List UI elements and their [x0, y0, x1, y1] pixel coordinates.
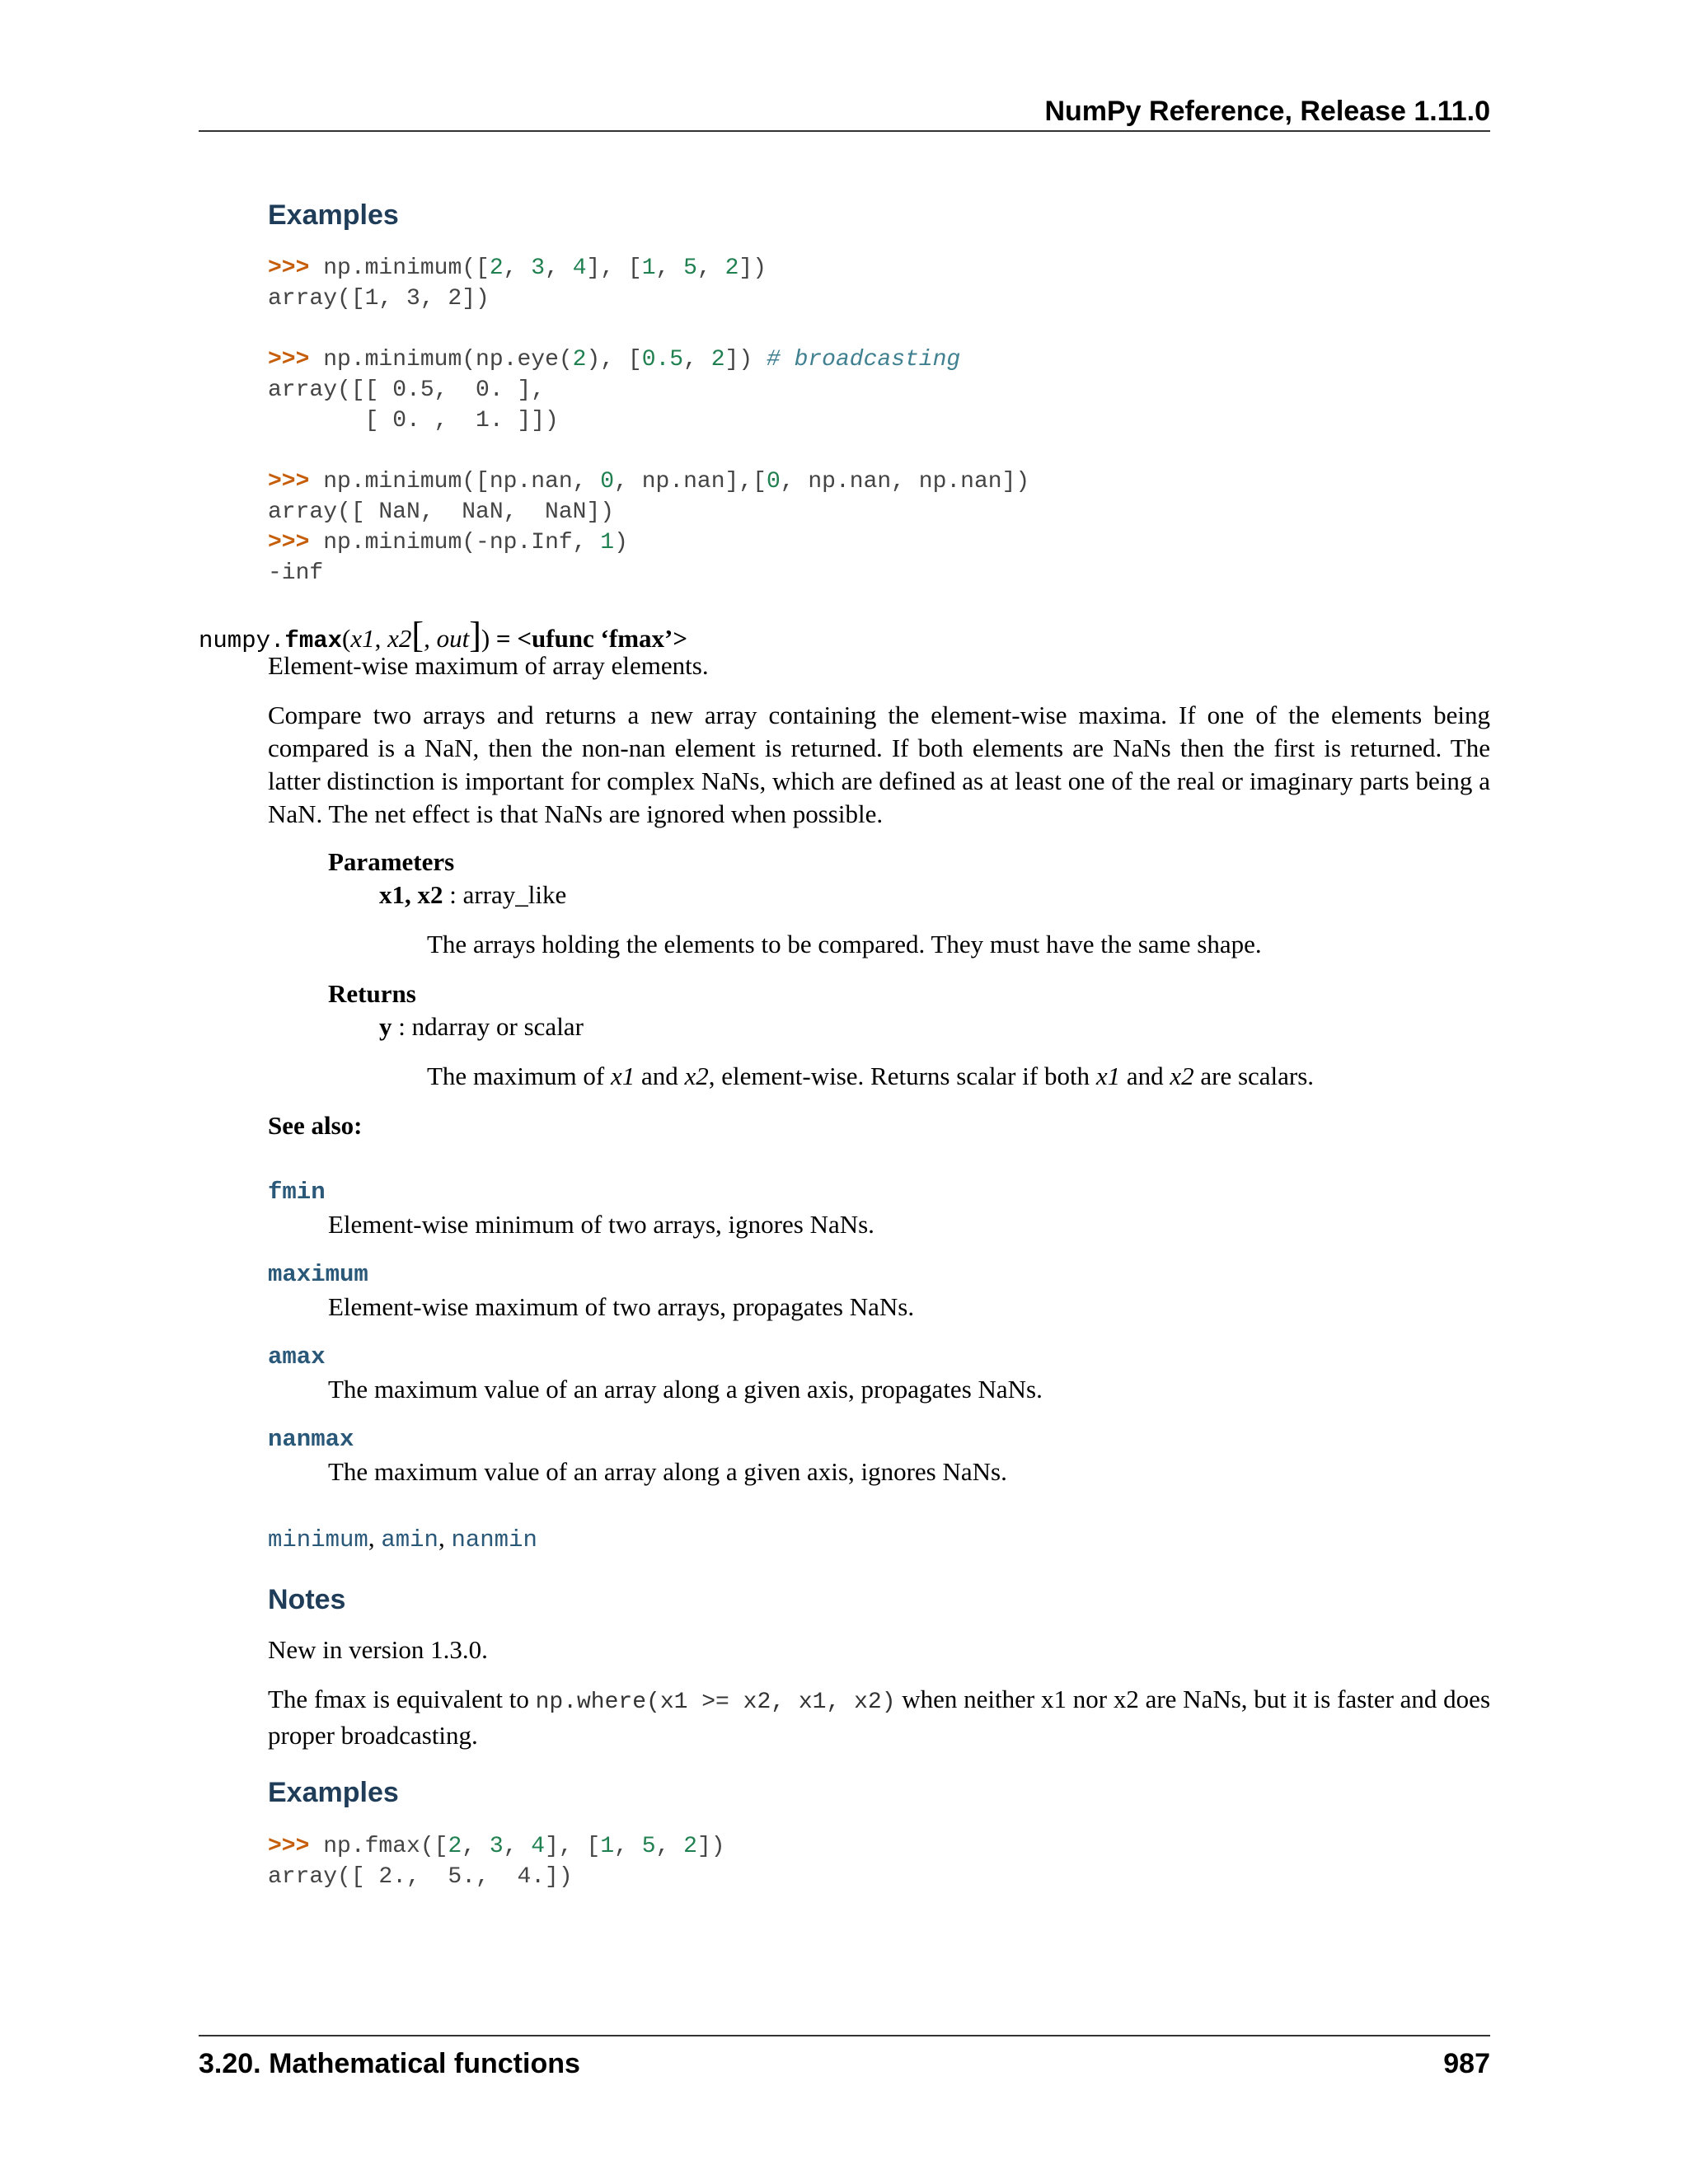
notes-text-a: The fmax is equivalent to: [268, 1685, 536, 1713]
see-also-link-maximum[interactable]: maximum: [268, 1261, 368, 1288]
sig-name: fmax: [284, 627, 343, 654]
see-also-heading: See also:: [268, 1111, 363, 1140]
code-number: 2: [572, 347, 587, 373]
code-text: np.minimum([np.nan,: [323, 469, 601, 494]
sig-open: (: [342, 624, 351, 653]
code-number: 3: [531, 255, 546, 281]
code-number: 2: [489, 255, 504, 281]
code-text: ,: [503, 1834, 532, 1859]
see-also-desc-amax: The maximum value of an array along a given axis, propagates NaNs.: [328, 1375, 1043, 1404]
code-number: 1: [600, 530, 615, 555]
param-x1x2: [379, 880, 566, 910]
code-number: 2: [683, 1834, 697, 1859]
see-also-sep: ,: [368, 1523, 382, 1552]
examples-heading-fmax: Examples: [268, 1777, 399, 1808]
code-text: np.minimum(np.eye(: [323, 347, 573, 373]
code-number: 4: [572, 255, 587, 281]
return-and1: and: [635, 1062, 685, 1090]
return-x2: x2: [684, 1062, 709, 1090]
code-text: array([1, 3, 2]): [268, 286, 490, 312]
code-number: 2: [724, 255, 739, 281]
code-line: [268, 436, 1029, 466]
code-text: np.fmax([: [323, 1834, 448, 1859]
code-text: ,: [655, 1834, 684, 1859]
see-also-link-amax[interactable]: amax: [268, 1343, 326, 1371]
code-number: 1: [600, 1834, 615, 1859]
code-line: [268, 253, 1029, 284]
code-prompt: >>>: [268, 1834, 324, 1859]
examples-heading: Examples: [268, 199, 399, 231]
footer-section: 3.20. Mathematical functions: [199, 2048, 580, 2079]
footer-page-number: 987: [1443, 2048, 1490, 2079]
code-text: np.minimum(-np.Inf,: [323, 530, 601, 555]
sig-module: numpy.: [199, 627, 285, 654]
code-number: 0: [766, 469, 781, 494]
page-footer: [199, 2035, 1490, 2079]
parameters-heading: Parameters: [328, 847, 455, 876]
sig-comma: ,: [374, 624, 388, 653]
notes-version: New in version 1.3.0.: [268, 1635, 488, 1664]
notes-heading: Notes: [268, 1584, 346, 1615]
code-text: ,: [462, 1834, 490, 1859]
code-line: [268, 284, 1029, 314]
code-number: 5: [683, 255, 697, 281]
return-desc-b: , element-wise. Returns scalar if both: [708, 1062, 1096, 1090]
code-text: [ 0. , 1. ]]): [268, 408, 559, 434]
return-y: [379, 1012, 584, 1042]
see-also-desc-fmin: Element-wise minimum of two arrays, ignores NaNs.: [328, 1210, 874, 1239]
param-desc: The arrays holding the elements to be compared. They must have the same shape.: [427, 930, 1262, 958]
code-number: 1: [641, 255, 656, 281]
see-also-sep: ,: [438, 1523, 452, 1552]
page-header: [199, 92, 1490, 132]
code-block-minimum: [268, 253, 1029, 588]
return-x2b: x2: [1170, 1062, 1194, 1090]
see-also-desc-nanmax: The maximum value of an array along a given axis, ignores NaNs.: [328, 1457, 1007, 1486]
code-prompt: >>>: [268, 255, 324, 281]
code-text: ): [614, 530, 628, 555]
sig-arg2: x2: [387, 624, 412, 653]
code-text: ), [: [586, 347, 642, 373]
code-text: , np.nan],[: [614, 469, 767, 494]
param-name: x1, x2: [379, 880, 443, 909]
notes-inline-code: np.where(x1 >= x2, x1, x2): [535, 1690, 896, 1715]
code-number: 2: [448, 1834, 462, 1859]
code-number: 4: [531, 1834, 546, 1859]
code-text: ], [: [586, 255, 642, 281]
return-x1b: x1: [1095, 1062, 1121, 1090]
sig-arg1: x1: [350, 624, 375, 653]
code-number: 0: [600, 469, 615, 494]
return-desc-c: are scalars.: [1193, 1062, 1315, 1090]
code-text: ,: [614, 1834, 642, 1859]
code-line: [268, 466, 1029, 497]
code-prompt: >>>: [268, 469, 324, 494]
see-also-desc-maximum: Element-wise maximum of two arrays, propagates NaNs.: [328, 1292, 915, 1321]
code-number: 0.5: [641, 347, 684, 373]
param-sep: :: [443, 880, 463, 909]
see-also-more: [268, 1523, 537, 1554]
code-text: ,: [683, 347, 711, 373]
sig-lbracket: [: [411, 615, 424, 655]
code-prompt: >>>: [268, 530, 324, 555]
see-also-link-fmin[interactable]: fmin: [268, 1179, 326, 1206]
code-line: [268, 344, 1029, 375]
returns-heading: Returns: [328, 979, 416, 1008]
code-text: ,: [696, 255, 725, 281]
code-line: [268, 527, 1029, 558]
sig-optional: , out: [424, 624, 470, 653]
code-text: array([[ 0.5, 0. ],: [268, 377, 546, 403]
code-text: ,: [655, 255, 684, 281]
code-text: , np.nan, np.nan]): [780, 469, 1030, 494]
summary-text: Element-wise maximum of array elements.: [268, 651, 709, 680]
code-text: np.minimum([: [323, 255, 490, 281]
see-also-link-nanmin[interactable]: nanmin: [451, 1526, 537, 1554]
see-also-link-nanmax[interactable]: nanmax: [268, 1426, 354, 1453]
code-text: array([ NaN, NaN, NaN]): [268, 499, 615, 525]
code-text: ], [: [545, 1834, 601, 1859]
code-number: 5: [641, 1834, 656, 1859]
return-sep: :: [392, 1012, 412, 1041]
sig-ufunc: = <ufunc ‘fmax’>: [490, 624, 688, 653]
return-desc: [427, 1062, 1314, 1091]
code-line: [268, 405, 1029, 436]
code-line: [268, 314, 1029, 344]
see-also-link-amin[interactable]: amin: [381, 1526, 438, 1554]
param-type: array_like: [462, 880, 567, 909]
code-line: [268, 1831, 725, 1862]
code-text: array([ 2., 5., 4.]): [268, 1864, 573, 1890]
code-text: ]): [696, 1834, 725, 1859]
sig-rbracket: ]: [469, 615, 481, 655]
return-name: y: [379, 1012, 392, 1041]
return-x1: x1: [610, 1062, 635, 1090]
code-text: ]): [724, 347, 767, 373]
code-text: ]): [738, 255, 767, 281]
code-number: 2: [710, 347, 725, 373]
header-title: NumPy Reference, Release 1.11.0: [1044, 96, 1490, 127]
code-prompt: >>>: [268, 347, 324, 373]
code-text: -inf: [268, 560, 324, 586]
see-also-link-minimum[interactable]: minimum: [268, 1526, 368, 1554]
description-text: Compare two arrays and returns a new array containing the element-wise maxima. If one of the elements being compared is a NaN, then the non-nan element is returned. If both elements are NaNs then the first is returned. The latter distinction is important for complex NaNs, which are defined as at least one of the real or imaginary parts being a NaN. The net effect is that NaNs are ignored when possible.: [268, 701, 1490, 828]
return-type: ndarray or scalar: [411, 1012, 584, 1041]
code-text: ,: [503, 255, 532, 281]
code-line: [268, 1862, 725, 1892]
code-line: [268, 558, 1029, 588]
code-comment: # broadcasting: [766, 347, 961, 373]
return-and2: and: [1120, 1062, 1170, 1090]
code-line: [268, 497, 1029, 527]
notes-text-b: when neither x1 nor x2 are NaNs, but it is faster and does proper broadcasting.: [268, 1685, 1491, 1750]
code-text: ,: [545, 255, 573, 281]
code-line: [268, 375, 1029, 405]
return-desc-a: The maximum of: [427, 1062, 611, 1090]
code-block-fmax: [268, 1831, 725, 1892]
code-number: 3: [489, 1834, 504, 1859]
sig-close: ): [481, 624, 490, 653]
notes-paragraph: [268, 1683, 1490, 1752]
